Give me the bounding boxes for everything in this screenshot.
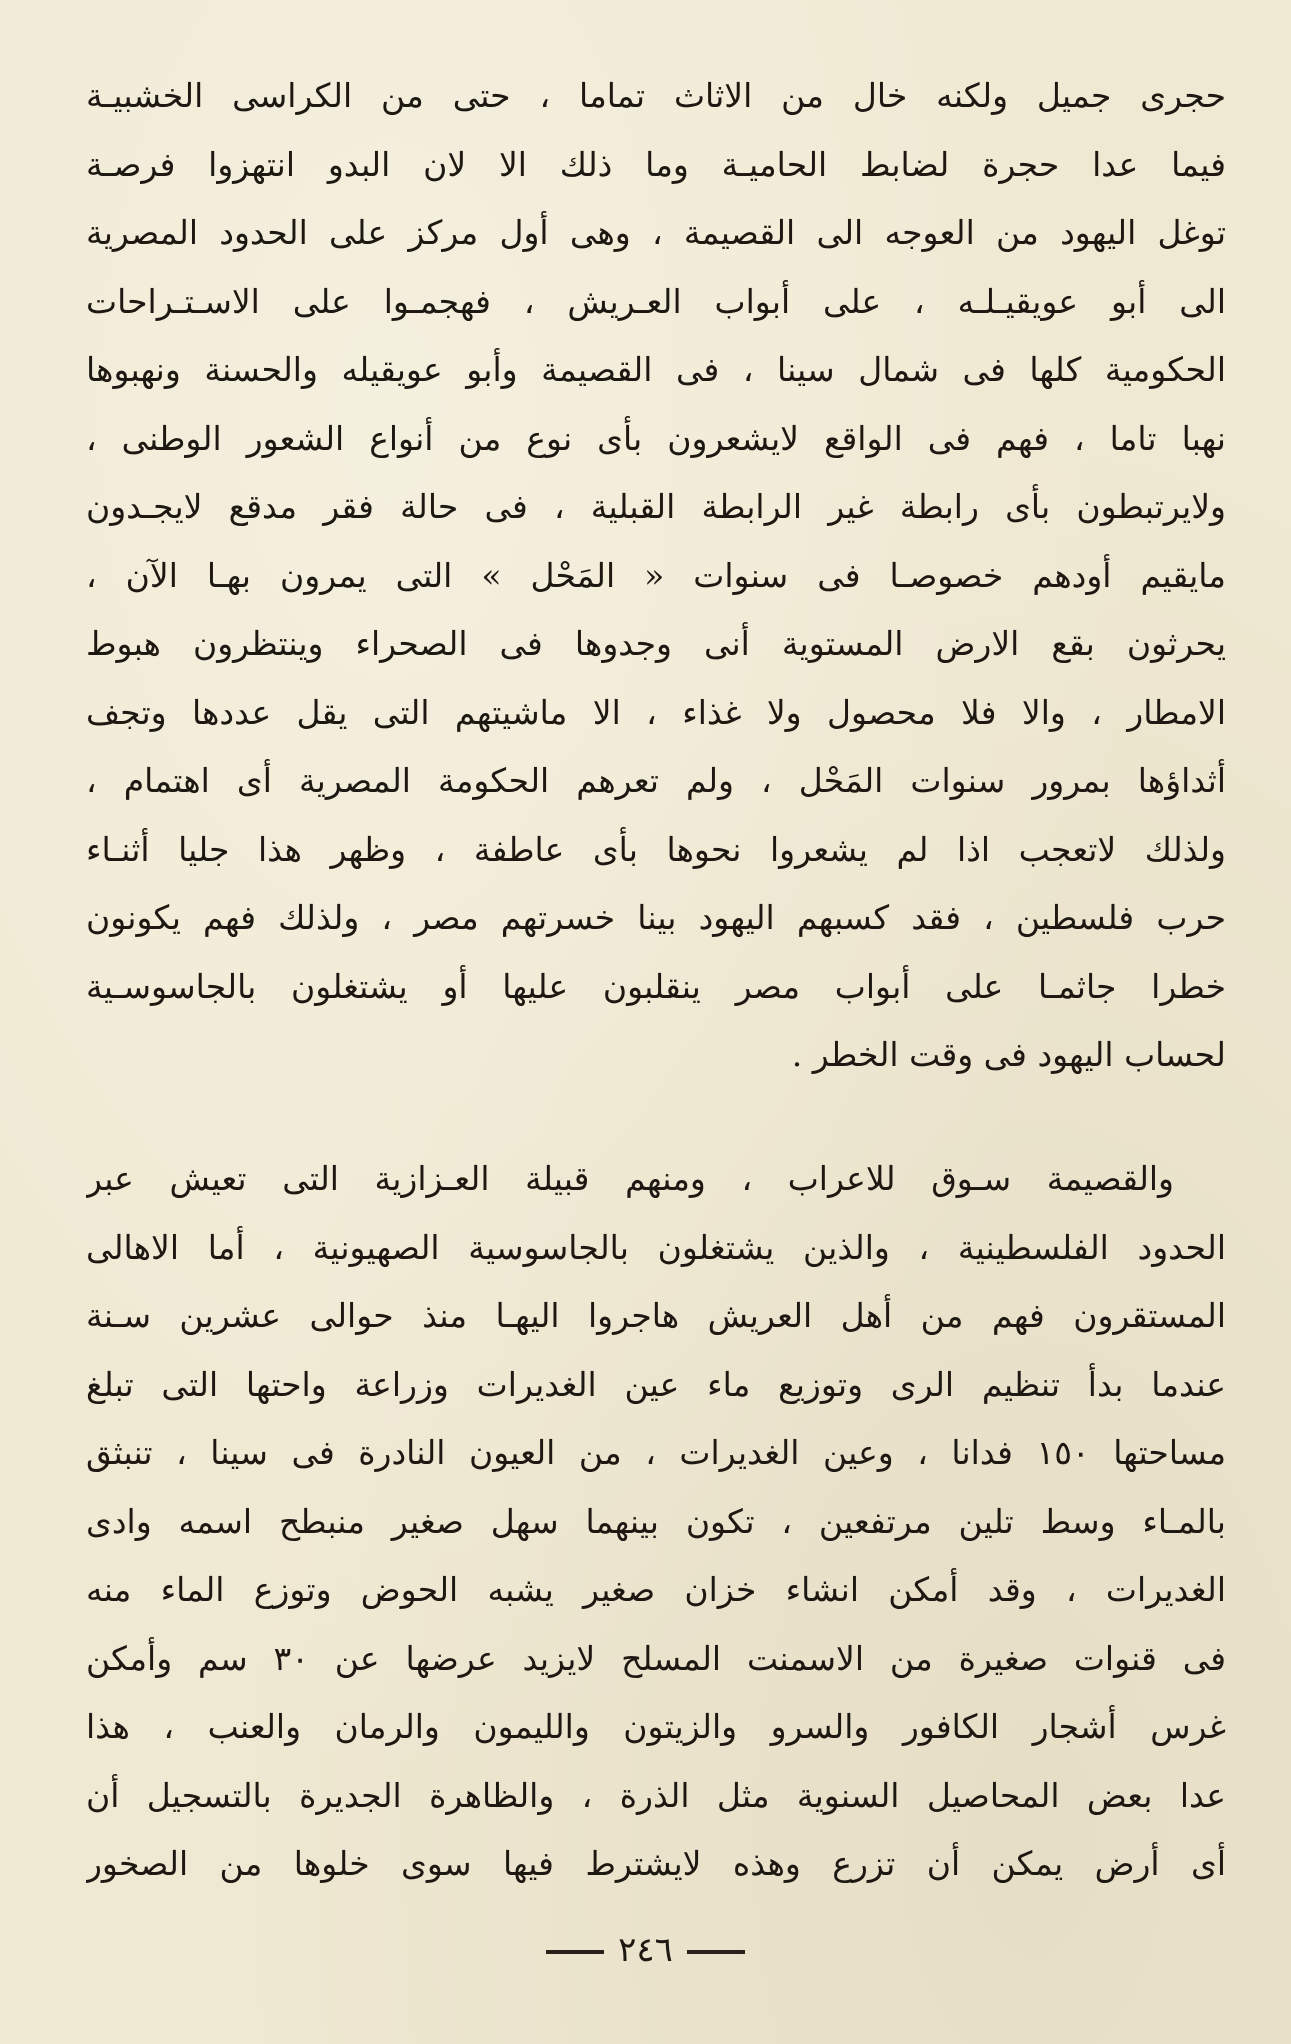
paragraph-2 <box>86 1145 1226 1899</box>
text-line: الغديرات ، وقد أمكن انشاء خزان صغير يشبه الحوض وتوزع الماء منه <box>86 1570 1226 1609</box>
text-line: فى قنوات صغيرة من الاسمنت المسلح لايزيد عرضها عن ٣٠ سم وأمكن <box>86 1638 1226 1678</box>
page-number-dash-right <box>687 1950 745 1954</box>
text-line: الى أبو عويقيـلـه ، على أبواب العـريش ، فهجمـوا على الاسـتـراحات <box>86 281 1226 321</box>
text-line: الحكومية كلها فى شمال سينا ، فى القصيمة وأبو عويقيله والحسنة ونهبوها <box>86 350 1226 389</box>
text-line: المستقرون فهم من أهل العريش هاجروا اليهـا منذ حوالى عشرين سـنة <box>86 1296 1226 1335</box>
text-line: غرس أشجار الكافور والسرو والزيتون والليمون والرمان والعنب ، هذا <box>86 1707 1226 1746</box>
text-line: ولذلك لاتعجب اذا لم يشعروا نحوها بأى عاطفة ، وظهر هذا جليا أثنـاء <box>86 829 1226 869</box>
text-line: الحدود الفلسطينية ، والذين يشتغلون بالجاسوسية الصهيونية ، أما الاهالى <box>86 1227 1226 1267</box>
text-line: حجرى جميل ولكنه خال من الاثاث تماما ، حتى من الكراسى الخشبيـة <box>86 76 1226 115</box>
text-line: الامطار ، والا فلا محصول ولا غذاء ، الا ماشيتهم التى يقل عددها وتجف <box>86 692 1226 732</box>
text-line: أى أرض يمكن أن تزرع وهذه لايشترط فيها سوى خلوها من الصخور <box>86 1844 1226 1883</box>
text-line: عدا بعض المحاصيل السنوية مثل الذرة ، والظاهرة الجديرة بالتسجيل أن <box>86 1775 1226 1815</box>
text-line: مايقيم أودهم خصوصـا فى سنوات « المَحْل » التى يمرون بهـا الآن ، <box>86 555 1226 595</box>
paragraph-1 <box>86 62 1226 1090</box>
page-number-value: ٢٤٦ <box>618 1930 673 1970</box>
text-line: خطرا جاثمـا على أبواب مصر ينقلبون عليها أو يشتغلون بالجاسوسـية <box>86 966 1226 1006</box>
text-line: توغل اليهود من العوجه الى القصيمة ، وهى أول مركز على الحدود المصرية <box>86 213 1226 252</box>
text-line: نهبا تاما ، فهم فى الواقع لايشعرون بأى نوع من أنواع الشعور الوطنى ، <box>86 418 1226 458</box>
text-line: عندما بدأ تنظيم الرى وتوزيع ماء عين الغديرات وزراعة واحتها التى تبلغ <box>86 1364 1226 1404</box>
text-line: والقصيمة سـوق للاعراب ، ومنهم قبيلة العـزازية التى تعيش عبر <box>86 1159 1174 1198</box>
text-line: يحرثون بقع الارض المستوية أنى وجدوها فى الصحراء وينتظرون هبوط <box>86 624 1226 663</box>
text-line: ولايرتبطون بأى رابطة غير الرابطة القبلية ، فى حالة فقر مدقع لايجـدون <box>86 487 1226 526</box>
text-line: فيما عدا حجرة لضابط الحاميـة وما ذلك الا لان البدو انتهزوا فرصـة <box>86 144 1226 184</box>
text-line: لحساب اليهود فى وقت الخطر . <box>791 1035 1226 1074</box>
text-line: بالمـاء وسط تلين مرتفعين ، تكون بينهما سهل صغير منبطح اسمه وادى <box>86 1501 1226 1541</box>
text-line: أثداؤها بمرور سنوات المَحْل ، ولم تعرهم الحكومة المصرية أى اهتمام ، <box>86 761 1226 800</box>
page-number <box>0 1925 1291 1975</box>
text-line: مساحتها ١٥٠ فدانا ، وعين الغديرات ، من العيون النادرة فى سينا ، تنبثق <box>86 1433 1226 1472</box>
text-line: حرب فلسطين ، فقد كسبهم اليهود بينا خسرتهم مصر ، ولذلك فهم يكونون <box>86 898 1226 937</box>
page-number-dash-left <box>546 1950 604 1954</box>
